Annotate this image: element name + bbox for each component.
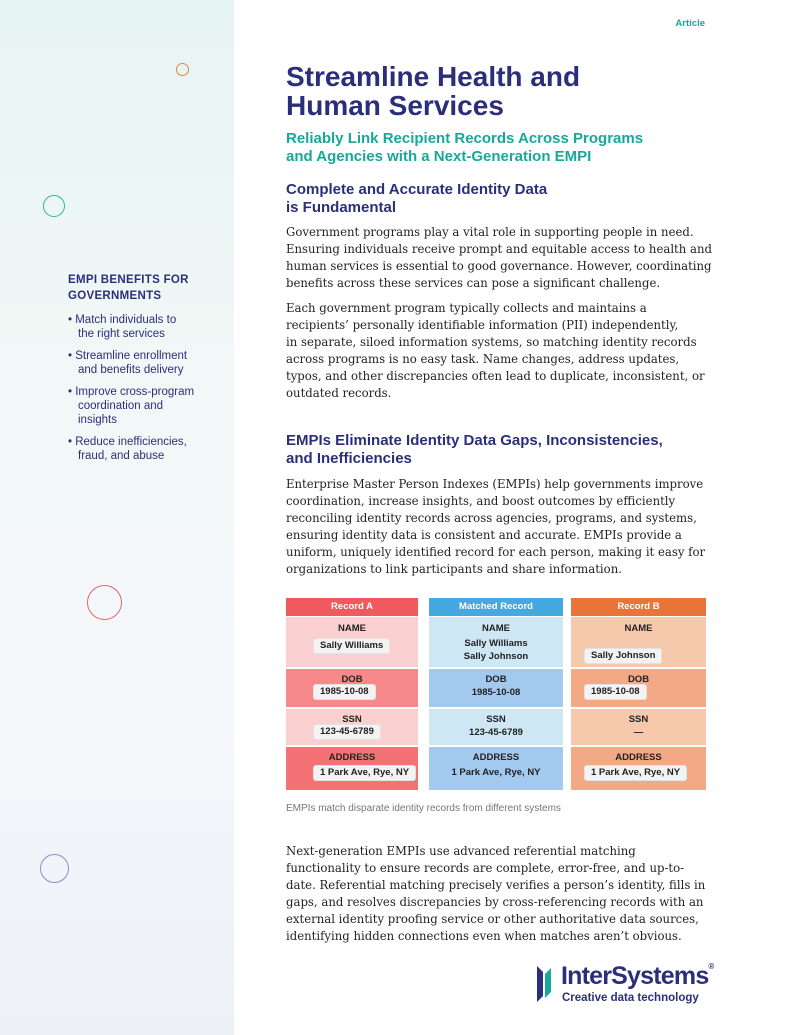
record-matching-diagram (286, 598, 706, 790)
record-a-header: Record A (286, 598, 418, 616)
record-b-column (571, 598, 706, 790)
record-a-column (286, 598, 418, 790)
address-label: ADDRESS (615, 752, 662, 763)
logo-wordmark: InterSystems® (561, 962, 714, 990)
record-a-name: Sally Williams (314, 639, 389, 653)
matched-dob: 1985-10-08 (471, 687, 521, 698)
sidebar (0, 0, 234, 1035)
matched-address-cell (429, 747, 563, 790)
section1-heading: Complete and Accurate Identity Data is Fundamental (286, 181, 548, 216)
decorative-circle-orange (176, 63, 189, 76)
address-label: ADDRESS (328, 752, 376, 763)
dob-label: DOB (627, 674, 650, 685)
name-label: NAME (338, 623, 366, 634)
diagram-caption: EMPIs match disparate identity records from different systems (286, 803, 561, 814)
decorative-circle-purple (40, 854, 69, 883)
decorative-circle-red (87, 585, 122, 620)
record-b-header: Record B (571, 598, 706, 616)
section2-paragraph2: Next-generation EMPIs use advanced referential matching functionality to ensure records are complete, error-free, and up-to- date. Referential matching precisely verifies a person’s identity, fills in gaps, and resolves discrepancies by cross-referencing records with an external identity proofing service or other authoritative data sources, identifying hidden connections even when matches aren’t obvious. (286, 844, 706, 943)
record-b-address-cell (571, 747, 706, 790)
record-a-address: 1 Park Ave, Rye, NY (314, 766, 415, 780)
benefit-item: • Reduce inefficiencies, fraud, and abuse (68, 436, 187, 462)
dob-label: DOB (341, 674, 363, 685)
record-b-name-cell (571, 617, 706, 667)
benefits-title (68, 272, 228, 304)
article-tag: Article (675, 18, 705, 29)
address-label: ADDRESS (472, 752, 520, 763)
benefits-list (68, 313, 228, 471)
record-a-ssn: 123-45-6789 (314, 725, 380, 739)
page-subtitle: Reliably Link Recipient Records Across Programs and Agencies with a Next-Generation EMPI (286, 130, 644, 165)
section2-paragraph1: Enterprise Master Person Indexes (EMPIs) help governments improve coordination, increase insights, and boost outcomes by efficiently reconciling identity records across agencies, programs, and systems, ensuring identity data is consistent and accurate. EMPIs provide a uniform, uniquely identified record for each person, making it easy for organizations to link participants and share information. (286, 477, 706, 576)
record-b-address: 1 Park Ave, Rye, NY (585, 766, 686, 780)
matched-address: 1 Park Ave, Rye, NY (451, 767, 541, 778)
section2-heading: EMPIs Eliminate Identity Data Gaps, Inconsistencies, and Inefficiencies (286, 432, 663, 467)
benefit-item: • Streamline enrollment and benefits delivery (68, 350, 188, 376)
benefits-title-line1: EMPI BENEFITS FOR (68, 274, 189, 286)
record-a-name-cell (286, 617, 418, 667)
record-a-dob-cell (286, 669, 418, 707)
record-a-address-cell (286, 747, 418, 790)
logo-tagline: Creative data technology (562, 992, 699, 1004)
name-label: NAME (624, 623, 653, 634)
record-a-ssn-cell (286, 709, 418, 745)
record-b-name: Sally Johnson (585, 649, 661, 663)
section1-paragraph1: Government programs play a vital role in supporting people in need. Ensuring individuals receive prompt and equitable access to health and human services is essential to good governance. However, coordinating benefits across these services can pose a significant challenge. (286, 225, 712, 290)
logo-mark-icon (535, 964, 555, 1004)
matched-name-2: Sally Johnson (463, 651, 529, 662)
ssn-label: SSN (342, 714, 362, 725)
decorative-circle-teal (43, 195, 65, 217)
benefit-item: • Match individuals to the right services (68, 314, 177, 340)
matched-record-header: Matched Record (429, 598, 563, 616)
record-b-ssn: — (633, 727, 644, 738)
record-b-dob: 1985-10-08 (585, 685, 646, 699)
matched-ssn-cell (429, 709, 563, 745)
matched-record-column (429, 598, 563, 790)
intersystems-logo (535, 960, 715, 1010)
page-title: Streamline Health and Human Services (286, 61, 581, 121)
section1-paragraph2: Each government program typically collects and maintains a recipients’ personally identifiable information (PII) independently, in separate, siloed information systems, so matching identity records across programs is no easy task. Name changes, address updates, typos, and other discrepancies often lead to duplicate, inconsistent, or outdated records. (286, 301, 705, 400)
record-b-dob-cell (571, 669, 706, 707)
matched-name-1: Sally Williams (464, 638, 528, 649)
header-block (286, 62, 706, 166)
benefits-title-line2: GOVERNMENTS (68, 290, 162, 302)
matched-name-cell (429, 617, 563, 667)
ssn-label: SSN (486, 714, 506, 725)
record-a-dob: 1985-10-08 (314, 685, 375, 699)
record-b-ssn-cell (571, 709, 706, 745)
name-label: NAME (482, 623, 510, 634)
matched-ssn: 123-45-6789 (469, 727, 523, 738)
benefit-item: • Improve cross-program coordination and insights (68, 386, 195, 426)
dob-label: DOB (485, 674, 507, 685)
ssn-label: SSN (628, 714, 649, 725)
matched-dob-cell (429, 669, 563, 707)
